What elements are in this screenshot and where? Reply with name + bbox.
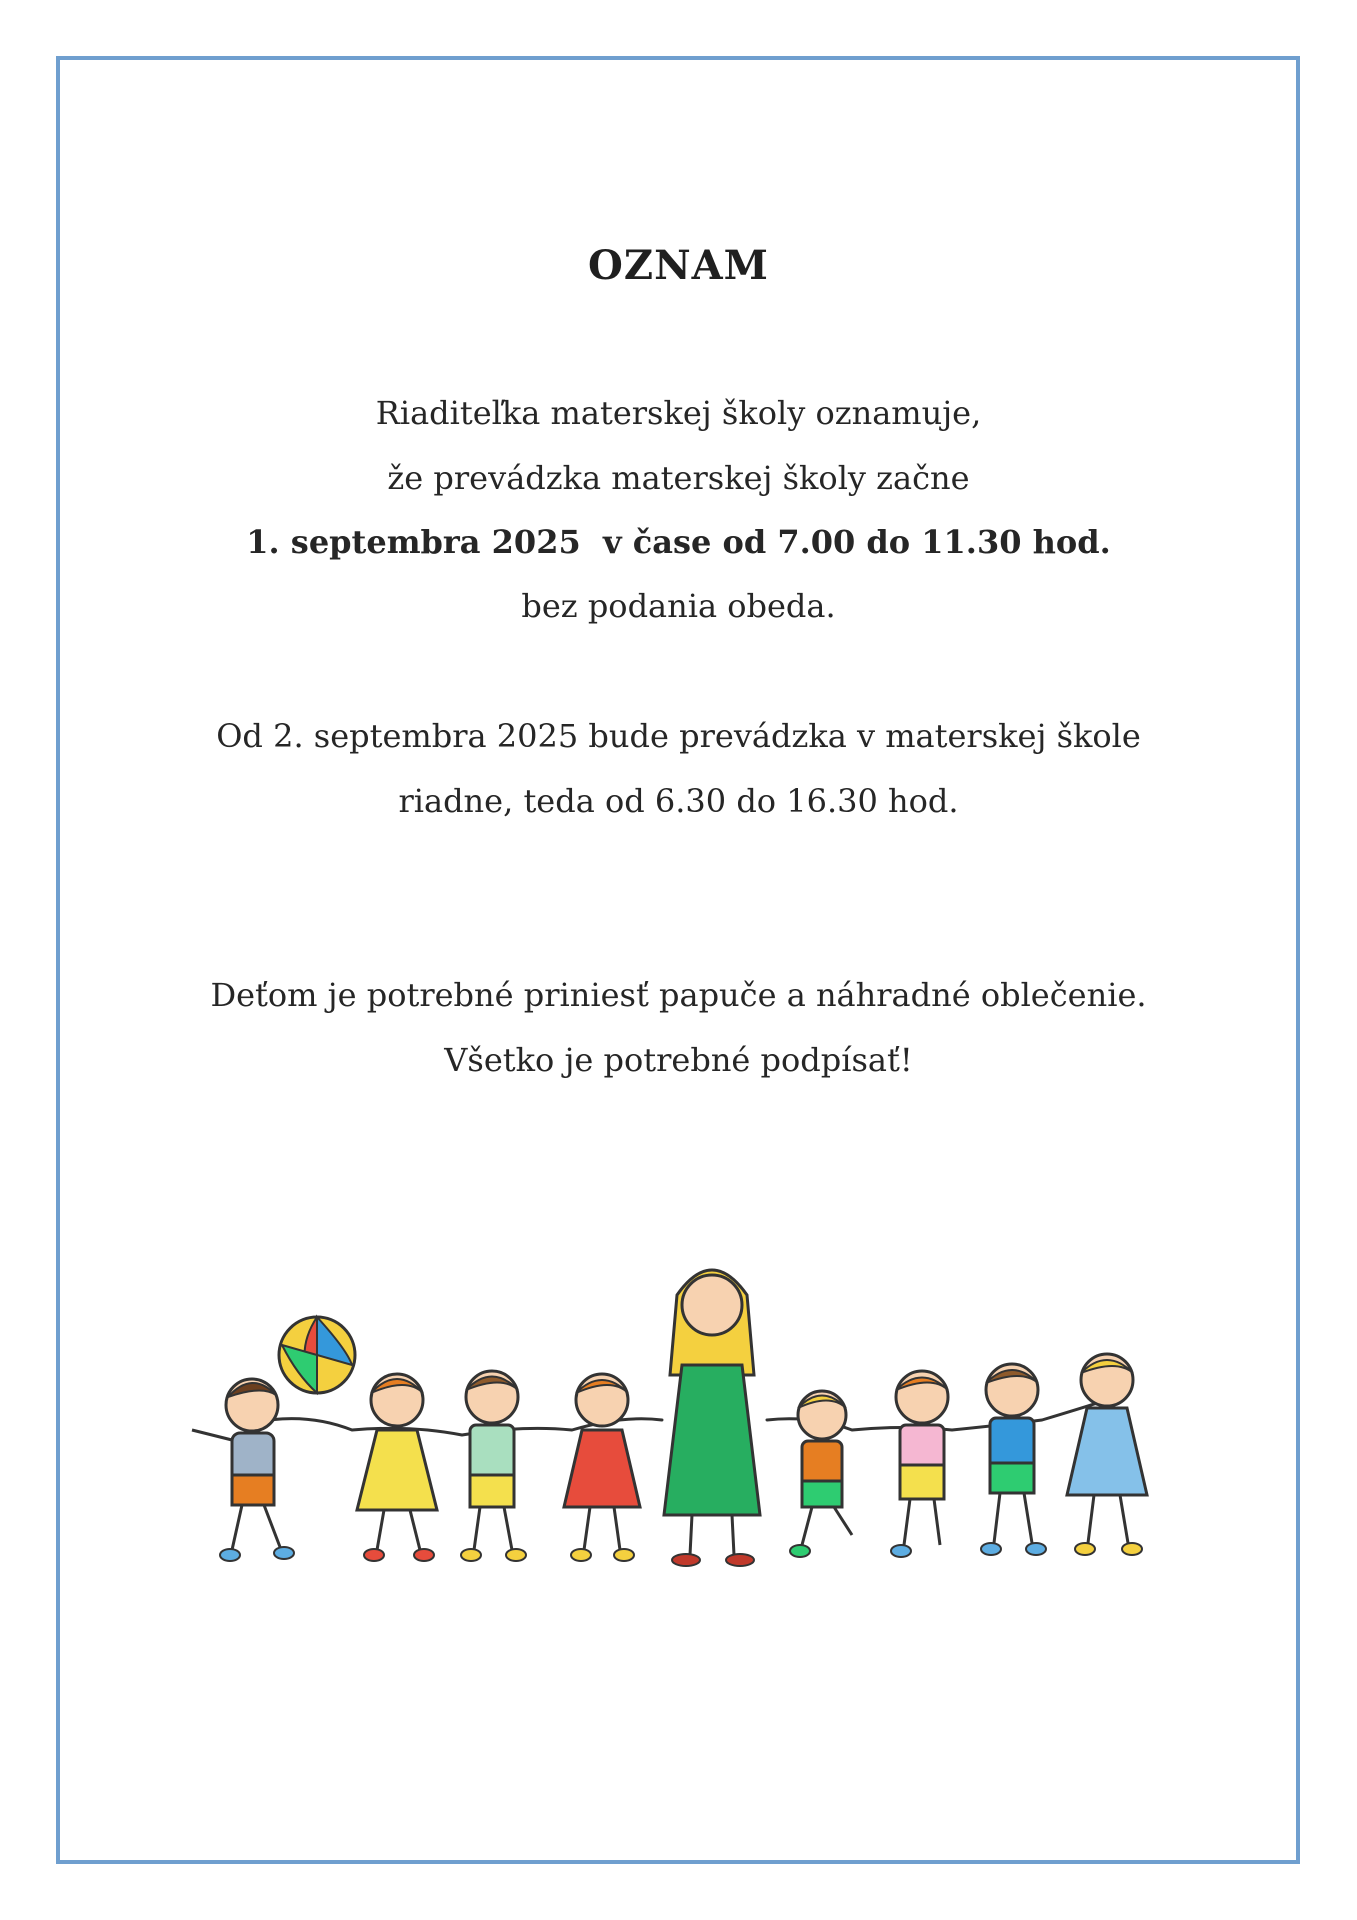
beach-ball-icon xyxy=(279,1317,355,1393)
paragraph1-line2: že prevádzka materskej školy začne xyxy=(387,459,970,497)
paragraph3-line1: Deťom je potrebné priniesť papuče a náhradné oblečenie. xyxy=(210,976,1147,1014)
paragraph2-line2: riadne, teda od 6.30 do 16.30 hod. xyxy=(398,782,959,820)
paragraph3-line2: Všetko je potrebné podpísať! xyxy=(444,1041,913,1079)
child-3-icon xyxy=(461,1371,526,1561)
page-title: OZNAM xyxy=(588,242,769,289)
child-5-icon xyxy=(790,1391,852,1557)
child-8-icon xyxy=(1067,1354,1147,1555)
teacher-icon xyxy=(664,1270,760,1566)
paragraph1-line1: Riaditeľka materskej školy oznamuje, xyxy=(375,394,982,432)
page-frame xyxy=(56,56,1300,1864)
children-and-teacher-holding-hands-illustration xyxy=(162,1225,1192,1585)
child-1-icon xyxy=(192,1379,294,1561)
paragraph1-line4: bez podania obeda. xyxy=(521,587,836,625)
paragraph2-line1: Od 2. septembra 2025 bude prevádzka v materskej škole xyxy=(216,717,1141,755)
paragraph1-line3-date: 1. septembra 2025 v čase od 7.00 do 11.30 hod. xyxy=(246,523,1111,561)
child-7-icon xyxy=(981,1364,1046,1555)
child-4-icon xyxy=(564,1374,640,1561)
child-2-icon xyxy=(357,1374,437,1561)
child-6-icon xyxy=(891,1371,948,1557)
